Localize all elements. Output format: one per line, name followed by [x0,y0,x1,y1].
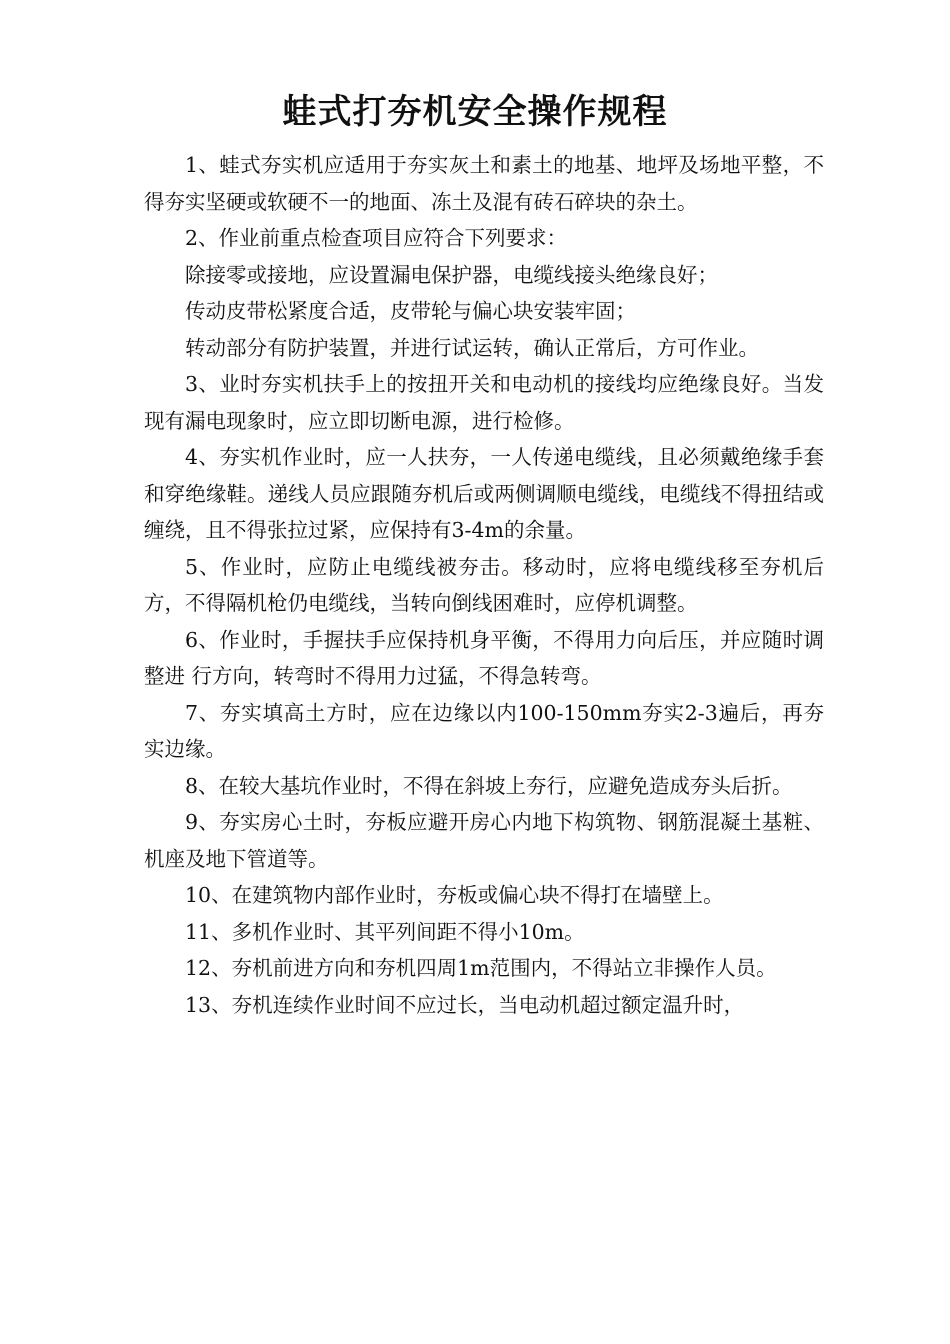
paragraph-9: 9、夯实房心土时，夯板应避开房心内地下构筑物、钢筋混凝土基粧、机座及地下管道等。 [144,810,824,871]
paragraph-13: 13、夯机连续作业时间不应过长，当电动机超过额定温升时， [185,992,745,1017]
paragraph-7: 7、夯实填高土方时，应在边缘以内100-150mm夯实2-3遍后，再夯实边缘。 [144,700,824,761]
paragraph-8: 8、在较大基坑作业时，不得在斜坡上夯行，应避免造成夯头后折。 [185,773,793,798]
paragraph-2: 2、作业前重点检查项目应符合下列要求： [185,226,568,250]
paragraph-2-item-1: 除接零或接地，应设置漏电保护器，电缆线接头绝缘良好； [185,262,718,287]
paragraph-3: 3、业时夯实机扶手上的按扭开关和电动机的接线均应绝缘良好。当发现有漏电现象时，应立即切断电源，进行检修。 [144,372,824,433]
paragraph-6: 6、作业时，手握扶手应保持机身平衡，不得用力向后压，并应随时调整进 行方向，转弯时不得用力过猛，不得急转弯。 [144,627,824,688]
paragraph-1: 1、蛙式夯实机应适用于夯实灰土和素土的地基、地坪及场地平整，不得夯实坚硬或软硬不一的地面、冻土及混有砖石碎块的杂土。 [144,153,824,214]
document-title: 蛙式打夯机安全操作规程 [282,92,668,132]
document-body [144,147,824,1023]
paragraph-12: 12、夯机前进方向和夯机四周1m范围内，不得站立非操作人员。 [185,956,777,980]
paragraph-4: 4、夯实机作业时，应一人扶夯，一人传递电缆线，且必须戴绝缘手套和穿绝缘鞋。递线人员应跟随夯机后或两侧调顺电缆线，电缆线不得扭结或缠绕，且不得张拉过紧，应保持有3-4m的余量。 [144,445,824,542]
paragraph-2-item-3: 转动部分有防护装置，并进行试运转，确认正常后，方可作业。 [185,335,759,360]
paragraph-10: 10、在建筑物内部作业时，夯板或偏心块不得打在墙壁上。 [185,883,724,907]
paragraph-2-item-2: 传动皮带松紧度合适，皮带轮与偏心块安装牢固； [185,299,636,323]
paragraph-5: 5、作业时，应防止电缆线被夯击。移动时，应将电缆线移至夯机后方，不得隔机枪仍电缆线，当转向倒线困难时，应停机调整。 [144,554,824,615]
paragraph-11: 11、多机作业时、其平列间距不得小10m。 [185,919,585,944]
